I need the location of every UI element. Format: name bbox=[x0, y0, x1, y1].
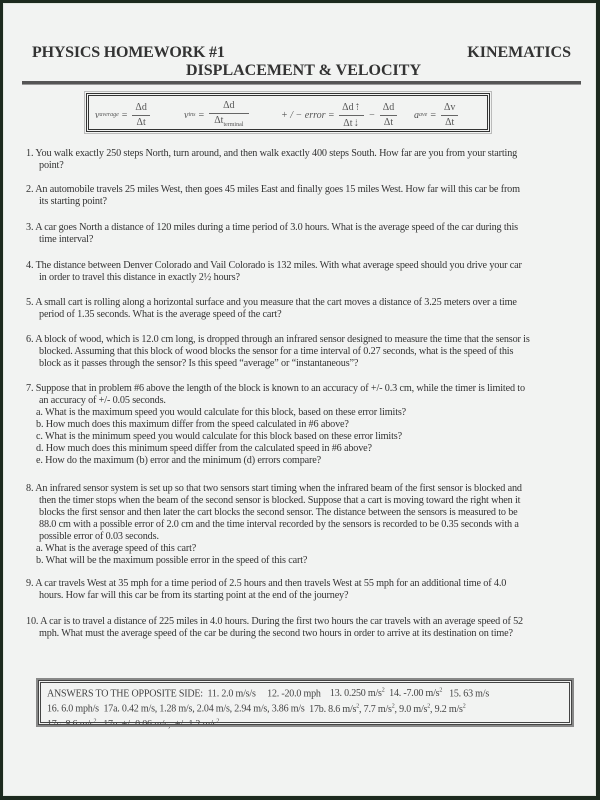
question-text-cont: mph. What must the average speed of the car be during the second two hours in order to arrive at its destination on time? bbox=[39, 628, 513, 639]
answers-line-2 bbox=[47, 700, 563, 715]
answer-15: 15. 63 m/s bbox=[449, 688, 490, 700]
question-text-cont: time interval? bbox=[39, 234, 94, 245]
denominator bbox=[340, 116, 363, 130]
question-number: 9. bbox=[26, 578, 34, 589]
formula-box bbox=[86, 93, 490, 132]
separator: , bbox=[394, 703, 397, 715]
question-number: 6. bbox=[26, 334, 34, 345]
squared: 2 bbox=[216, 718, 220, 725]
fraction bbox=[339, 101, 364, 130]
question-text: An infrared sensor system is set up so that two sensors start timing when the infrared beam of the first sensor is blocked and bbox=[35, 483, 522, 494]
question-text: The distance between Denver Colorado and Vail Colorado is 132 miles. With what average speed should you drive your car bbox=[35, 260, 522, 271]
denominator: Δt bbox=[383, 116, 394, 128]
formula-v-average bbox=[95, 100, 152, 130]
question-8 bbox=[26, 483, 571, 567]
squared: 2 bbox=[356, 703, 360, 710]
formula-symbol: a bbox=[414, 109, 419, 121]
question-10 bbox=[26, 616, 571, 640]
denominator: Δt bbox=[136, 116, 146, 128]
separator: , bbox=[430, 703, 433, 715]
numerator-value: Δd bbox=[342, 101, 354, 113]
formula-symbol: v bbox=[95, 109, 100, 121]
denominator: Δt bbox=[445, 116, 455, 128]
denominator-value: Δt bbox=[343, 117, 353, 129]
question-text-cont: period of 1.35 seconds. What is the average speed of the cart? bbox=[39, 309, 282, 320]
question-number: 8. bbox=[26, 483, 34, 494]
squared: 2 bbox=[93, 718, 97, 725]
answer-16: 16. 6.0 mph/s bbox=[47, 703, 99, 715]
question-text: Suppose that in problem #6 above the length of the block is known to an accuracy of +/- 0.3 cm, while the timer is limited to bbox=[35, 383, 525, 394]
equals-sign: = bbox=[430, 109, 436, 121]
worksheet-page bbox=[3, 3, 596, 796]
answers-box bbox=[38, 680, 572, 730]
equals-sign: = bbox=[198, 109, 205, 121]
question-text-cont: blocks the first sensor and then later the cart blocks the second sensor. The distance between the sensors is measured to be bbox=[39, 507, 518, 518]
question-part-a: a. What is the average speed of this cart? bbox=[36, 543, 197, 554]
question-number: 10. bbox=[26, 616, 39, 627]
question-text: A small cart is rolling along a horizontal surface and you measure that the cart moves a distance of 3.25 meters over a time bbox=[35, 297, 517, 308]
question-text-cont: possible error of 0.03 seconds. bbox=[39, 531, 159, 542]
answers-line-3 bbox=[47, 716, 563, 731]
fraction bbox=[441, 102, 458, 129]
question-text-cont: 88.0 cm with a possible error of 2.0 cm and the time interval recorded by the sensors is recorded to be 0.35 seconds with a bbox=[39, 519, 519, 530]
question-number: 4. bbox=[26, 260, 34, 271]
question-6 bbox=[26, 334, 571, 370]
question-text-cont: blocked. Assuming that this block of wood blocks the sensor for a time interval of 0.27 seconds, what is the speed of this bbox=[39, 346, 514, 357]
squared: 2 bbox=[391, 703, 395, 710]
squared: 2 bbox=[439, 688, 443, 694]
answer-value: 14. -7.00 m/s bbox=[389, 688, 440, 700]
answer-value: 17b. 8.6 m/s bbox=[309, 703, 357, 715]
formula-symbol: v bbox=[184, 109, 189, 121]
question-number: 2. bbox=[26, 184, 34, 195]
question-text: A car travels West at 35 mph for a time period of 2.5 hours and then travels West at 55 mph for an additional time of 4.0 bbox=[35, 578, 507, 589]
question-1 bbox=[26, 148, 571, 172]
answer-value: 7.7 m/s bbox=[363, 703, 392, 715]
worksheet-title: PHYSICS HOMEWORK #1 bbox=[32, 44, 225, 61]
formula-symbol: + / − error bbox=[281, 109, 326, 121]
header-divider bbox=[22, 81, 581, 85]
answer-17e bbox=[103, 719, 219, 730]
answer-12: 12. -20.0 mph bbox=[267, 688, 321, 700]
answer-value: 17e. +/- 0.06 m/s, bbox=[103, 718, 171, 730]
denominator-subscript: terminal bbox=[223, 121, 244, 128]
question-part-e: e. How do the maximum (b) error and the minimum (d) errors compare? bbox=[36, 455, 322, 466]
question-number: 5. bbox=[26, 297, 34, 308]
answer-17a: 17a. 0.42 m/s, 1.28 m/s, 2.04 m/s, 2.94 m/s, 3.86 m/s bbox=[103, 703, 305, 715]
answers-line-1 bbox=[47, 685, 563, 700]
answer-value: +/- 1.2 m/s bbox=[174, 718, 217, 730]
minus-sign: − bbox=[369, 109, 375, 121]
question-text-cont: then the timer stops when the beam of the second sensor is blocked. Suppose that a cart is moving toward the right when it bbox=[39, 495, 521, 506]
formula-subscript: average bbox=[99, 112, 119, 118]
answer-value: 9.0 m/s bbox=[399, 703, 428, 715]
question-text-cont: point? bbox=[39, 160, 64, 171]
question-part-b: b. What will be the maximum possible error in the speed of this cart? bbox=[36, 555, 308, 566]
question-7 bbox=[26, 383, 571, 467]
question-text-cont: block as it passes through the sensor? Is this speed “average” or “instantaneous”? bbox=[39, 358, 359, 369]
question-5 bbox=[26, 297, 571, 321]
question-text: A car is to travel a distance of 225 miles in 4.0 hours. During the first two hours the car travels with an average speed of 52 bbox=[40, 616, 523, 627]
answer-13 bbox=[330, 688, 385, 699]
equals-sign: = bbox=[328, 109, 335, 121]
question-text-cont: its starting point? bbox=[39, 196, 107, 207]
question-text: An automobile travels 25 miles West, then goes 45 miles East and finally goes 15 miles West. How far will this car be from bbox=[35, 184, 520, 195]
question-part-d: d. How much does this minimum speed differ from the calculated speed in #6 above? bbox=[36, 443, 372, 454]
question-part-a: a. What is the maximum speed you would calculate for this block, based on these error limits? bbox=[36, 407, 407, 418]
up-arrow-icon: ⇡ bbox=[353, 101, 362, 112]
squared: 2 bbox=[462, 703, 466, 710]
answer-17b bbox=[309, 704, 465, 715]
question-text: A car goes North a distance of 120 miles during a time period of 3.0 hours. What is the average speed of the car during this bbox=[35, 222, 518, 233]
formula-a-ave bbox=[414, 100, 460, 130]
formula-error bbox=[281, 100, 399, 130]
formula-subscript: ave bbox=[419, 112, 428, 118]
question-3 bbox=[26, 222, 571, 246]
question-2 bbox=[26, 184, 571, 208]
numerator bbox=[339, 101, 364, 116]
answers-label: ANSWERS TO THE OPPOSITE SIDE: bbox=[47, 688, 203, 700]
answer-11: 11. 2.0 m/s/s bbox=[207, 688, 256, 700]
question-text: You walk exactly 250 steps North, turn around, and then walk exactly 400 steps South. How far are you from your starting bbox=[35, 148, 518, 159]
numerator: Δd bbox=[209, 100, 248, 114]
numerator: Δd bbox=[132, 102, 149, 116]
equals-sign: = bbox=[121, 109, 128, 121]
question-text-cont: an accuracy of +/- 0.05 seconds. bbox=[39, 395, 166, 406]
answer-17c bbox=[47, 719, 96, 730]
answer-value: 17c. 8.6 m/s bbox=[47, 718, 94, 730]
answer-value: 9.2 m/s bbox=[434, 703, 463, 715]
separator: , bbox=[359, 703, 362, 715]
fraction bbox=[132, 102, 149, 129]
question-text-cont: in order to travel this distance in exactly 2½ hours? bbox=[39, 272, 240, 283]
answer-value: 13. 0.250 m/s bbox=[329, 688, 382, 700]
worksheet-subtitle: DISPLACEMENT & VELOCITY bbox=[185, 62, 421, 79]
formula-subscript: ins bbox=[188, 112, 196, 118]
numerator: Δd bbox=[380, 102, 397, 116]
question-4 bbox=[26, 260, 571, 284]
formula-v-ins bbox=[184, 100, 251, 130]
squared: 2 bbox=[427, 703, 431, 710]
numerator: Δv bbox=[441, 102, 458, 116]
fraction bbox=[209, 100, 248, 131]
question-text: A block of wood, which is 12.0 cm long, is dropped through an infrared sensor designed to measure the time that the sensor is bbox=[35, 334, 530, 345]
answer-14 bbox=[389, 688, 442, 699]
question-number: 1. bbox=[26, 148, 34, 159]
question-text-cont: hours. How far will this car be from its starting point at the end of the journey? bbox=[39, 590, 349, 601]
denominator bbox=[211, 114, 246, 131]
question-number: 3. bbox=[26, 222, 34, 233]
question-number: 7. bbox=[26, 383, 34, 394]
question-part-b: b. How much does this maximum differ from the speed calculated in #6 above? bbox=[36, 419, 349, 430]
worksheet-topic: KINEMATICS bbox=[467, 44, 571, 61]
question-9 bbox=[26, 578, 571, 602]
question-part-c: c. What is the minimum speed you would calculate for this block based on these error limits? bbox=[36, 431, 402, 442]
squared: 2 bbox=[381, 688, 385, 694]
fraction bbox=[380, 102, 397, 129]
denominator-value: Δt bbox=[214, 114, 224, 126]
down-arrow-icon: ⇣ bbox=[352, 117, 361, 128]
